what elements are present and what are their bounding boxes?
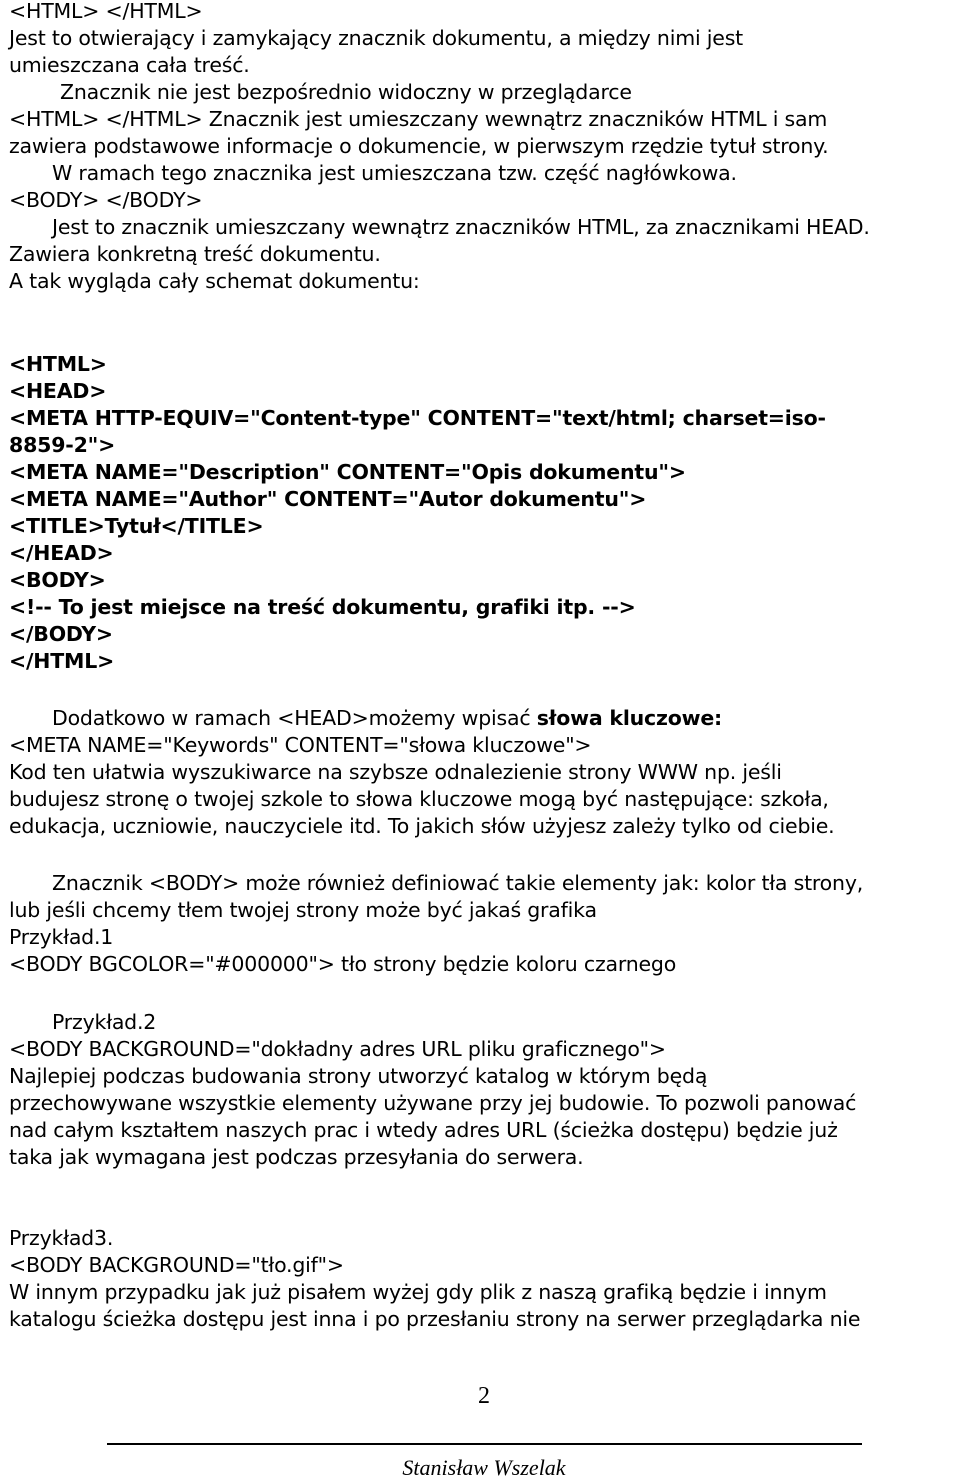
keywords-intro-text: Dodatkowo w ramach <HEAD>możemy wpisać bbox=[52, 706, 537, 730]
text-line: nad całym kształtem naszych prac i wtedy adres URL (ścieżka dostępu) będzie już bbox=[9, 1118, 838, 1142]
text-line: Jest to znacznik umieszczany wewnątrz znaczników HTML, za znacznikami HEAD. bbox=[52, 215, 870, 239]
text-line: <META NAME="Keywords" CONTENT="słowa kluczowe"> bbox=[9, 733, 592, 757]
text-line: <HTML> </HTML> Znacznik jest umieszczany wewnątrz znaczników HTML i sam bbox=[9, 107, 828, 131]
code-line: <META HTTP-EQUIV="Content-type" CONTENT="text/html; charset=iso- bbox=[9, 406, 826, 430]
code-line: </BODY> bbox=[9, 622, 113, 646]
code-line: </HTML> bbox=[9, 649, 115, 673]
page-number: 2 bbox=[478, 1383, 490, 1409]
text-line: przechowywane wszystkie elementy używane przy jej budowie. To pozwoli panować bbox=[9, 1091, 857, 1115]
code-line: <TITLE>Tytuł</TITLE> bbox=[9, 514, 264, 538]
text-line: katalogu ścieżka dostępu jest inna i po przesłaniu strony na serwer przeglądarka nie bbox=[9, 1307, 861, 1331]
keywords-intro-line bbox=[52, 705, 722, 732]
code-line: 8859-2"> bbox=[9, 433, 116, 457]
text-line: taka jak wymagana jest podczas przesyłania do serwera. bbox=[9, 1145, 584, 1169]
text-line: <HTML> </HTML> bbox=[9, 0, 203, 23]
text-line: <BODY BGCOLOR="#000000"> tło strony będzie koloru czarnego bbox=[9, 952, 677, 976]
code-line: <BODY> bbox=[9, 568, 106, 592]
text-line: Znacznik <BODY> może również definiować takie elementy jak: kolor tła strony, bbox=[52, 871, 864, 895]
text-line: umieszczana cała treść. bbox=[9, 53, 250, 77]
code-line: <META NAME="Author" CONTENT="Autor dokumentu"> bbox=[9, 487, 647, 511]
footer-author: Stanisław Wszelak bbox=[402, 1455, 566, 1480]
code-line: <HTML> bbox=[9, 352, 107, 376]
text-line: W innym przypadku jak już pisałem wyżej gdy plik z naszą grafiką będzie i innym bbox=[9, 1280, 827, 1304]
text-line: Kod ten ułatwia wyszukiwarce na szybsze odnalezienie strony WWW np. jeśli bbox=[9, 760, 782, 784]
text-line: Przykład.1 bbox=[9, 925, 114, 949]
text-line: A tak wygląda cały schemat dokumentu: bbox=[9, 269, 420, 293]
text-line: W ramach tego znacznika jest umieszczana tzw. część nagłówkowa. bbox=[52, 161, 737, 185]
code-line: </HEAD> bbox=[9, 541, 114, 565]
text-line: Znacznik nie jest bezpośrednio widoczny w przeglądarce bbox=[60, 80, 632, 104]
text-line: zawiera podstawowe informacje o dokumencie, w pierwszym rzędzie tytuł strony. bbox=[9, 134, 829, 158]
text-line: Zawiera konkretną treść dokumentu. bbox=[9, 242, 381, 266]
text-line: Najlepiej podczas budowania strony utworzyć katalog w którym będą bbox=[9, 1064, 708, 1088]
footer-divider bbox=[107, 1443, 862, 1445]
text-line: Jest to otwierający i zamykający znacznik dokumentu, a między nimi jest bbox=[9, 26, 744, 50]
text-line: <BODY> </BODY> bbox=[9, 188, 203, 212]
code-line: <META NAME="Description" CONTENT="Opis dokumentu"> bbox=[9, 460, 686, 484]
text-line: <BODY BACKGROUND="tło.gif"> bbox=[9, 1253, 344, 1277]
text-line: budujesz stronę o twojej szkole to słowa kluczowe mogą być następujące: szkoła, bbox=[9, 787, 829, 811]
code-line: <!-- To jest miejsce na treść dokumentu, grafiki itp. --> bbox=[9, 595, 636, 619]
text-line: Przykład3. bbox=[9, 1226, 114, 1250]
keywords-bold-text: słowa kluczowe: bbox=[536, 706, 723, 730]
text-line: <BODY BACKGROUND="dokładny adres URL pliku graficznego"> bbox=[9, 1037, 666, 1061]
text-line: edukacja, uczniowie, nauczyciele itd. To jakich słów użyjesz zależy tylko od ciebie. bbox=[9, 814, 835, 838]
code-line: <HEAD> bbox=[9, 379, 107, 403]
text-line: Przykład.2 bbox=[52, 1010, 157, 1034]
text-line: lub jeśli chcemy tłem twojej strony może być jakaś grafika bbox=[9, 898, 597, 922]
